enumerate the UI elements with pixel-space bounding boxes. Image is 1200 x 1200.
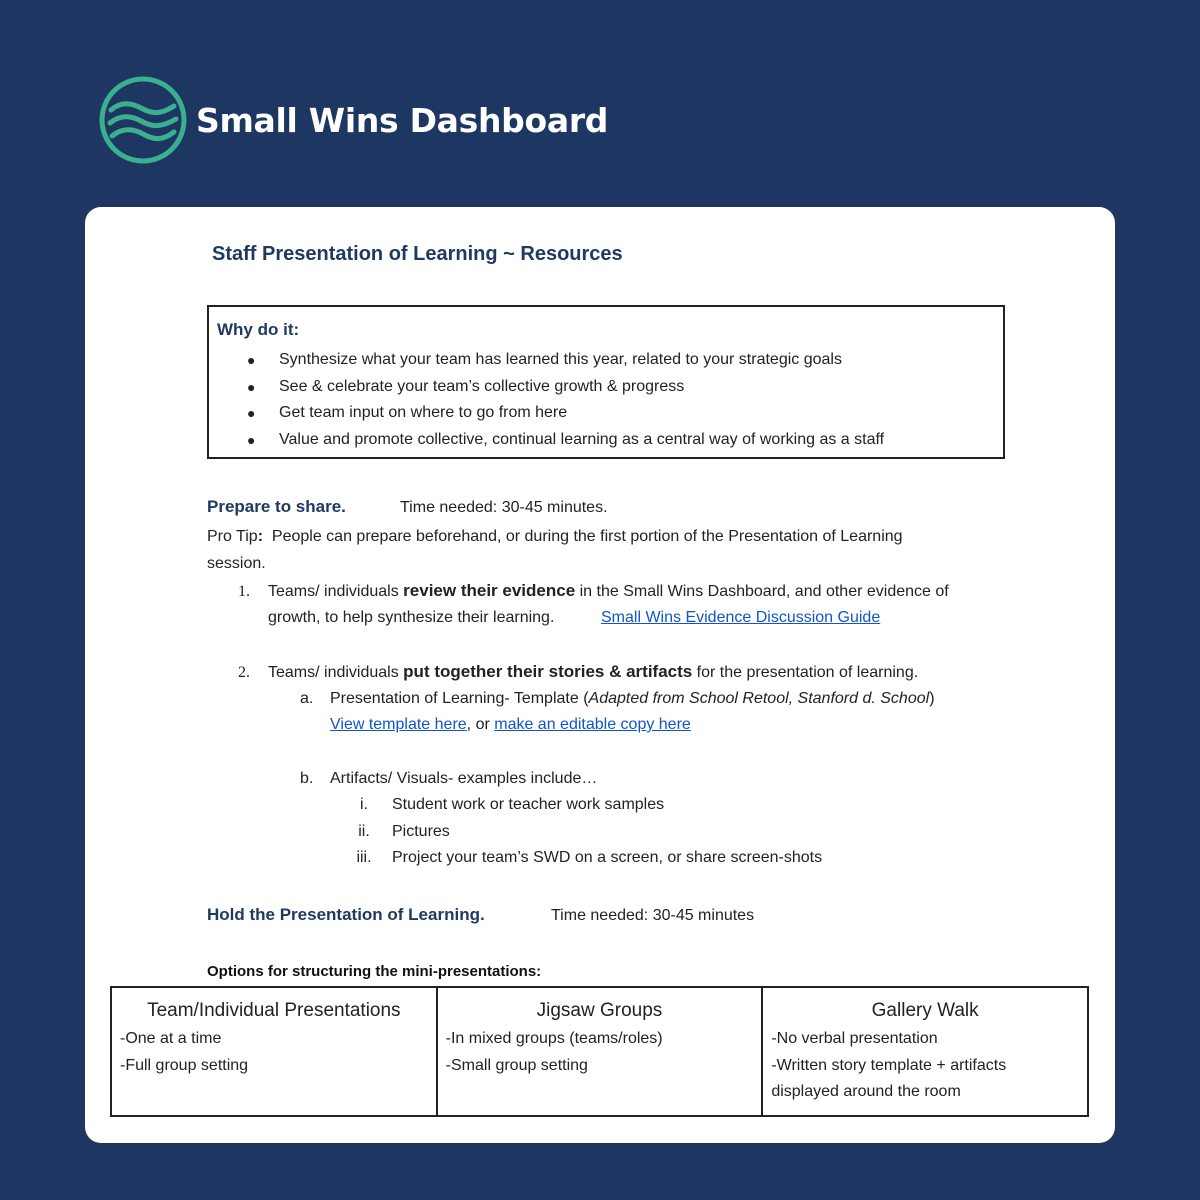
wave-circle-logo-icon <box>98 75 188 165</box>
hold-heading: Hold the Presentation of Learning. <box>207 905 485 924</box>
column-header: Gallery Walk <box>871 1000 979 1021</box>
substep-letter: a. <box>300 690 314 707</box>
prepare-heading: Prepare to share. <box>207 497 346 516</box>
table-cell-line: displayed around the room <box>771 1083 961 1100</box>
option-jigsaw <box>437 987 763 1116</box>
evidence-discussion-guide-link[interactable]: Small Wins Evidence Discussion Guide <box>601 609 881 626</box>
step-number: 2. <box>238 664 250 681</box>
editable-copy-link[interactable]: make an editable copy here <box>494 716 691 733</box>
brand-title: Small Wins Dashboard <box>196 100 609 140</box>
table-cell-line: -Written story template + artifacts <box>771 1056 1007 1074</box>
roman-numeral: iii. <box>356 849 372 866</box>
artifacts-line: Artifacts/ Visuals- examples include… <box>330 770 598 787</box>
column-header: Jigsaw Groups <box>536 1000 663 1021</box>
step-2-text: Teams/ individuals put together their stories & artifacts for the presentation of learning. <box>268 662 919 681</box>
options-title: Options for structuring the mini-presentations: <box>207 963 542 980</box>
option-gallery-walk <box>762 987 1088 1116</box>
prepare-time: Time needed: 30-45 minutes. <box>400 499 608 516</box>
table-cell-line: -Small group setting <box>445 1056 588 1074</box>
brand-header <box>98 75 608 165</box>
list-item: Student work or teacher work samples <box>392 796 665 813</box>
roman-numeral: ii. <box>358 823 370 840</box>
table-cell-line: -Full group setting <box>120 1056 249 1074</box>
step-1-text-line2: growth, to help synthesize their learning. <box>268 609 555 626</box>
list-item: Pictures <box>392 823 450 840</box>
hold-time: Time needed: 30-45 minutes <box>551 907 755 924</box>
list-item: ● Value and promote collective, continual learning as a central way of working as a staff <box>247 430 885 448</box>
document-card <box>85 207 1115 1143</box>
document-title: Staff Presentation of Learning ~ Resources <box>212 243 623 265</box>
substep-letter: b. <box>300 770 314 787</box>
column-header: Team/Individual Presentations <box>147 1000 401 1021</box>
table-cell-line: -One at a time <box>120 1030 222 1047</box>
roman-numeral: i. <box>360 796 368 813</box>
why-heading: Why do it: <box>217 320 300 339</box>
why-box <box>207 305 1005 459</box>
list-item: ● See & celebrate your team’s collective growth & progress <box>247 377 685 395</box>
why-bullet-list <box>247 347 884 453</box>
pro-tip-cont: session. <box>207 555 266 572</box>
step-1-text: Teams/ individuals review their evidence in the Small Wins Dashboard, and other evidence of <box>268 581 949 600</box>
options-table <box>110 986 1089 1117</box>
option-team-individual <box>111 987 437 1116</box>
list-item: ● Synthesize what your team has learned this year, related to your strategic goals <box>247 351 842 369</box>
list-item: Project your team’s SWD on a screen, or share screen-shots <box>392 849 823 866</box>
template-links: View template here, or make an editable copy here <box>330 716 691 733</box>
list-item: ● Get team input on where to go from here <box>247 404 568 422</box>
view-template-link[interactable]: View template here <box>330 716 467 733</box>
pro-tip: Pro Tip: People can prepare beforehand, or during the first portion of the Presentation of Learning <box>207 528 903 545</box>
template-line: Presentation of Learning- Template (Adapted from School Retool, Stanford d. School) <box>330 690 935 707</box>
step-number: 1. <box>238 583 250 600</box>
table-cell-line: -In mixed groups (teams/roles) <box>445 1030 663 1047</box>
table-cell-line: -No verbal presentation <box>771 1030 938 1047</box>
